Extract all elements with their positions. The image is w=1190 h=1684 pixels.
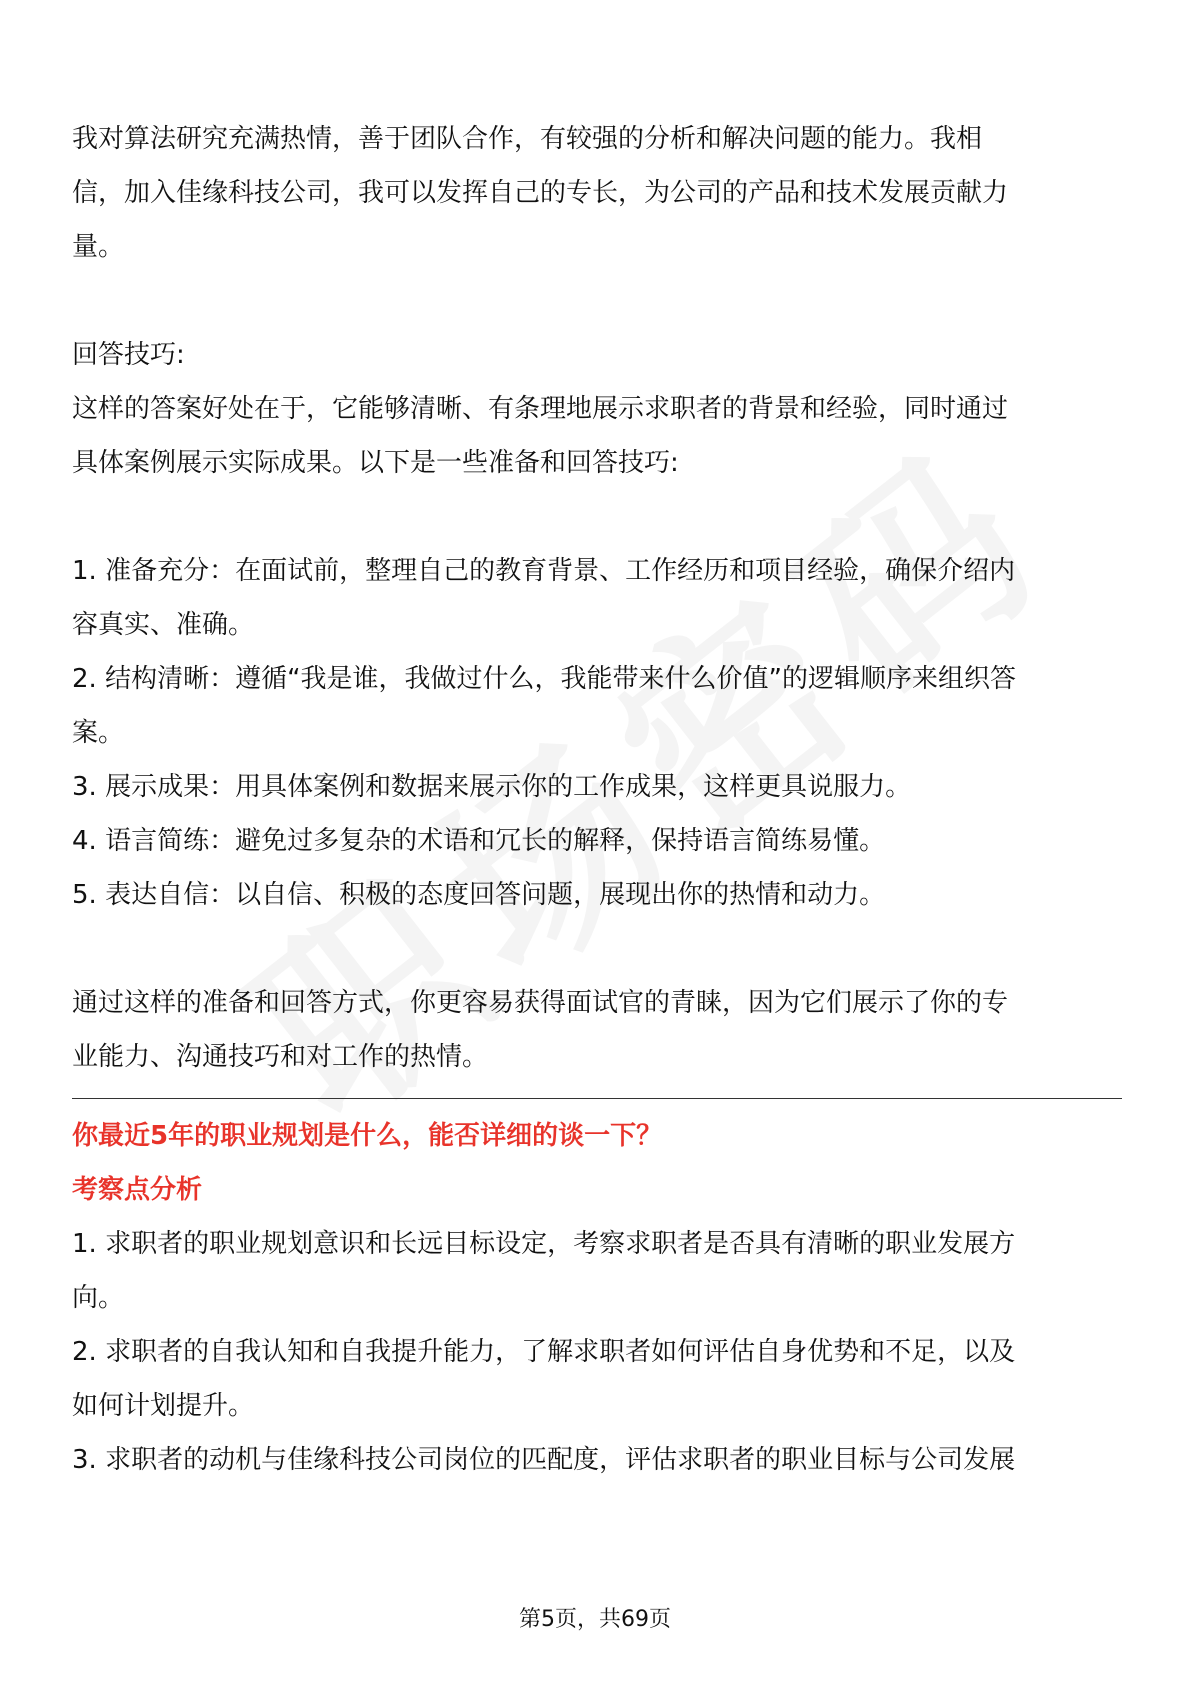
list-item-line: 1. 准备充分：在面试前，整理自己的教育背景、工作经历和项目经验，确保介绍内 xyxy=(72,556,1016,586)
list-item xyxy=(72,814,1122,868)
list-item-line: 1. 求职者的职业规划意识和长远目标设定，考察求职者是否具有清晰的职业发展方 xyxy=(72,1229,1016,1259)
intro-line: 我对算法研究充满热情，善于团队合作，有较强的分析和解决问题的能力。我相 xyxy=(72,124,983,154)
list-item-line: 3. 求职者的动机与佳缘科技公司岗位的匹配度，评估求职者的职业目标与公司发展 xyxy=(72,1445,1016,1475)
question-section xyxy=(72,1109,1122,1487)
list-item-line: 如何计划提升。 xyxy=(72,1391,255,1421)
list-item xyxy=(72,760,1122,814)
tips-intro-line: 这样的答案好处在于，它能够清晰、有条理地展示求职者的背景和经验，同时通过 xyxy=(72,394,1009,424)
list-item-line: 5. 表达自信：以自信、积极的态度回答问题，展现出你的热情和动力。 xyxy=(72,880,886,910)
list-item xyxy=(72,1325,1122,1433)
section-divider xyxy=(72,1098,1122,1099)
tips-list xyxy=(72,544,1122,922)
list-item-line: 3. 展示成果：用具体案例和数据来展示你的工作成果，这样更具说服力。 xyxy=(72,772,912,802)
page-number: 第5页，共69页 xyxy=(519,1607,671,1632)
tips-section xyxy=(72,328,1122,1084)
analysis-heading: 考察点分析 xyxy=(72,1175,203,1205)
list-item-line: 容真实、准确。 xyxy=(72,610,255,640)
list-item-line: 2. 求职者的自我认知和自我提升能力，了解求职者如何评估自身优势和不足，以及 xyxy=(72,1337,1016,1367)
list-item xyxy=(72,1217,1122,1325)
list-item-line: 2. 结构清晰：遵循“我是谁，我做过什么，我能带来什么价值”的逻辑顺序来组织答 xyxy=(72,664,1017,694)
list-item-line: 案。 xyxy=(72,718,125,748)
analysis-list xyxy=(72,1217,1122,1487)
list-item xyxy=(72,868,1122,922)
question-title: 你最近5年的职业规划是什么，能否详细的谈一下？ xyxy=(72,1121,663,1151)
list-item-line: 4. 语言简练：避免过多复杂的术语和冗长的解释，保持语言简练易懂。 xyxy=(72,826,886,856)
tips-heading: 回答技巧: xyxy=(72,340,185,370)
intro-paragraph xyxy=(72,112,1122,274)
list-item xyxy=(72,1433,1122,1487)
closing-line: 业能力、沟通技巧和对工作的热情。 xyxy=(72,1042,489,1072)
document-page xyxy=(72,112,1122,1487)
closing-line: 通过这样的准备和回答方式，你更容易获得面试官的青睐，因为它们展示了你的专 xyxy=(72,988,1009,1018)
list-item xyxy=(72,652,1122,760)
intro-line: 信，加入佳缘科技公司，我可以发挥自己的专长，为公司的产品和技术发展贡献力 xyxy=(72,178,1009,208)
intro-line: 量。 xyxy=(72,232,125,262)
list-item-line: 向。 xyxy=(72,1283,125,1313)
list-item xyxy=(72,544,1122,652)
tips-intro-line: 具体案例展示实际成果。以下是一些准备和回答技巧: xyxy=(72,448,679,478)
